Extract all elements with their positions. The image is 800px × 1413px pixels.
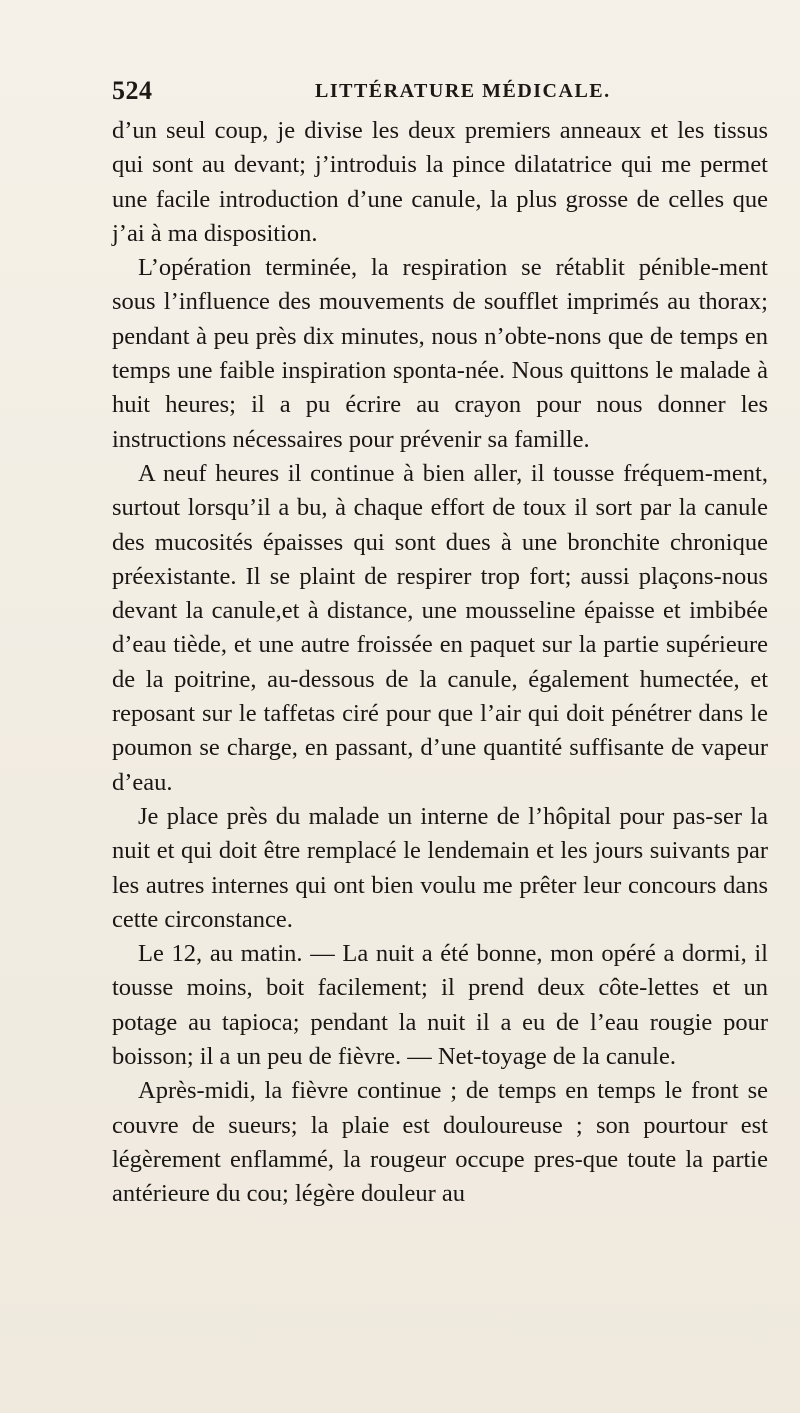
paragraph-5: Le 12, au matin. — La nuit a été bonne, mon opéré a dormi, il tousse moins, boit facilement; il prend deux côte-lettes et un potage au tapioca; pendant la nuit il a eu de l’eau rougie pour boisson; il a un peu de fièvre. — Net-toyage de la canule. bbox=[112, 940, 768, 1071]
paragraph-4: Je place près du malade un interne de l’hôpital pour pas-ser la nuit et qui doit être remplacé le lendemain et les jours suivants par les autres internes qui ont bien voulu me prêter leur concours dans cette circonstance. bbox=[112, 802, 768, 933]
paragraph-6: Après-midi, la fièvre continue ; de temps en temps le front se couvre de sueurs; la plaie est douloureuse ; son pourtour est légèrement enflammé, la rougeur occupe pres-que toute la partie antérieure du cou; légère douleur au bbox=[112, 1077, 768, 1208]
paragraph-3: A neuf heures il continue à bien aller, il tousse fréquem-ment, surtout lorsqu’il a bu, à chaque effort de toux il sort par la canule des mucosités épaisses qui sont dues à une bronchite chronique préexistante. Il se plaint de respirer trop fort; aussi plaçons-nous devant la canule,et à distance, une mousseline épaisse et imbibée d’eau tiède, et une autre froissée en paquet sur la partie supérieure de la poitrine, au-dessous de la canule, également humectée, et reposant sur le taffetas ciré pour que l’air qui doit pénétrer dans le poumon se charge, en passant, d’une quantité suffisante de vapeur d’eau. bbox=[112, 459, 768, 796]
paragraph-1: d’un seul coup, je divise les deux premiers anneaux et les tissus qui sont au devant; j’introduis la pince dilatatrice qui me permet une facile introduction d’une canule, la plus grosse de celles que j’ai à ma disposition. bbox=[112, 117, 768, 247]
page-header bbox=[112, 76, 767, 108]
paragraph-2: L’opération terminée, la respiration se rétablit pénible-ment sous l’influence des mouvements de soufflet imprimés au thorax; pendant à peu près dix minutes, nous n’obte-nons que de temps en temps une faible inspiration sponta-née. Nous quittons le malade à huit heures; il a pu écrire au crayon pour nous donner les instructions nécessaires pour prévenir sa famille. bbox=[112, 254, 768, 453]
page-number: 524 bbox=[112, 76, 153, 105]
running-title: LITTÉRATURE MÉDICALE. bbox=[315, 80, 611, 102]
body-text bbox=[112, 114, 768, 1212]
